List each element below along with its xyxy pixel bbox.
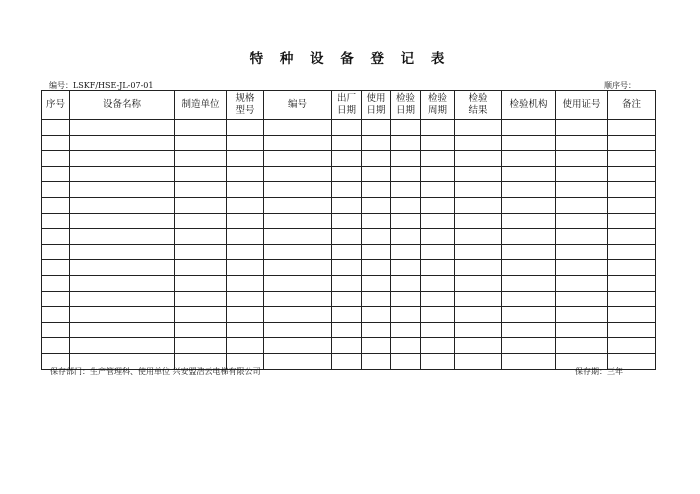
table-cell (391, 338, 421, 354)
column-header-spec-model (227, 91, 264, 120)
table-cell (556, 260, 608, 276)
column-header-label-line2: 周期 (427, 105, 447, 116)
table-cell (608, 275, 656, 291)
table-cell (455, 322, 502, 338)
table-cell (608, 291, 656, 307)
table-cell (42, 244, 70, 260)
table-cell (455, 213, 502, 229)
column-header-label: 制造单位 (181, 99, 220, 110)
table-cell (264, 291, 332, 307)
table-cell (227, 229, 264, 245)
table-cell (227, 120, 264, 136)
table-cell (332, 213, 362, 229)
table-cell (391, 260, 421, 276)
column-header-label: 检验机构 (509, 99, 548, 110)
table-cell (42, 197, 70, 213)
table-cell (391, 291, 421, 307)
table-cell (391, 151, 421, 167)
table-cell (455, 182, 502, 198)
table-cell (608, 166, 656, 182)
table-cell (264, 197, 332, 213)
table-cell (556, 135, 608, 151)
table-cell (421, 260, 455, 276)
table-cell (175, 291, 227, 307)
table-cell (42, 166, 70, 182)
table-cell (455, 260, 502, 276)
table-cell (42, 307, 70, 323)
table-cell (264, 322, 332, 338)
table-cell (502, 353, 556, 369)
table-cell (332, 229, 362, 245)
table-cell (455, 291, 502, 307)
table-cell (42, 182, 70, 198)
table-cell (421, 291, 455, 307)
table-cell (502, 275, 556, 291)
table-cell (70, 244, 175, 260)
table-cell (42, 322, 70, 338)
table-cell (502, 120, 556, 136)
table-cell (42, 120, 70, 136)
table-cell (455, 307, 502, 323)
table-cell (421, 151, 455, 167)
column-header-use-certificate (556, 91, 608, 120)
table-cell (70, 135, 175, 151)
table-cell (502, 229, 556, 245)
table-cell (391, 213, 421, 229)
table-cell (391, 166, 421, 182)
table-cell (264, 120, 332, 136)
table-cell (391, 322, 421, 338)
table-cell (42, 291, 70, 307)
table-cell (455, 151, 502, 167)
table-cell (556, 244, 608, 260)
table-cell (70, 197, 175, 213)
table-cell (421, 322, 455, 338)
table-cell (608, 260, 656, 276)
table-cell (264, 213, 332, 229)
table-cell (421, 338, 455, 354)
table-cell (227, 338, 264, 354)
table-cell (70, 213, 175, 229)
table-cell (556, 275, 608, 291)
column-header-label: 使用 (366, 93, 386, 104)
column-header-label: 检验 (468, 93, 488, 104)
table-cell (608, 338, 656, 354)
storage-department: 保存部门：生产管理科、使用单位 兴安盟浩云电梯有限公司 (50, 367, 261, 376)
table-header-row (42, 91, 656, 120)
table-cell (70, 229, 175, 245)
table-cell (42, 151, 70, 167)
table-cell (556, 166, 608, 182)
table-cell (332, 275, 362, 291)
table-cell (455, 197, 502, 213)
table-body (42, 120, 656, 370)
table-cell (362, 229, 391, 245)
table-cell (421, 353, 455, 369)
table-cell (421, 275, 455, 291)
table-cell (362, 135, 391, 151)
column-header-inspection-agency (502, 91, 556, 120)
document-title: 特 种 设 备 登 记 表 (249, 51, 451, 67)
table-cell (332, 151, 362, 167)
table-cell (227, 275, 264, 291)
column-header-label: 使用证号 (562, 99, 601, 110)
table-cell (362, 213, 391, 229)
table-cell (264, 135, 332, 151)
table-cell (608, 244, 656, 260)
retention-period: 保存期：三年 (575, 367, 623, 376)
table-cell (264, 275, 332, 291)
table-cell (362, 353, 391, 369)
table-cell (70, 260, 175, 276)
column-header-label-line2: 日期 (336, 105, 356, 116)
table-cell (421, 213, 455, 229)
table-cell (421, 229, 455, 245)
table-cell (264, 244, 332, 260)
table-cell (362, 307, 391, 323)
table-cell (421, 182, 455, 198)
table-cell (455, 338, 502, 354)
table-cell (175, 229, 227, 245)
table-cell (70, 166, 175, 182)
column-header-label-line2: 结果 (468, 105, 488, 116)
table-row (42, 151, 656, 167)
table-cell (455, 120, 502, 136)
table-cell (502, 260, 556, 276)
column-header-label: 规格 (235, 93, 255, 104)
table-cell (556, 182, 608, 198)
table-row (42, 260, 656, 276)
table-cell (502, 244, 556, 260)
table-cell (227, 322, 264, 338)
table-cell (502, 151, 556, 167)
equipment-register-table (41, 90, 656, 370)
table-cell (421, 135, 455, 151)
column-header-number (264, 91, 332, 120)
table-cell (70, 120, 175, 136)
table-row (42, 166, 656, 182)
table-cell (332, 307, 362, 323)
table-cell (362, 151, 391, 167)
table-cell (502, 166, 556, 182)
table-row (42, 182, 656, 198)
table-cell (227, 291, 264, 307)
column-header-label: 备注 (621, 99, 641, 110)
table-row (42, 229, 656, 245)
table-cell (332, 197, 362, 213)
table-cell (175, 338, 227, 354)
table-cell (502, 182, 556, 198)
column-header-manufacturer (175, 91, 227, 120)
table-cell (332, 244, 362, 260)
table-cell (42, 260, 70, 276)
column-header-index (42, 91, 70, 120)
column-header-remarks (608, 91, 656, 120)
table-cell (421, 307, 455, 323)
table-cell (502, 338, 556, 354)
table-cell (502, 135, 556, 151)
table-cell (556, 322, 608, 338)
column-header-label: 编号 (287, 99, 307, 110)
column-header-label: 出厂 (336, 93, 356, 104)
table-cell (70, 182, 175, 198)
table-cell (227, 182, 264, 198)
table-cell (70, 291, 175, 307)
table-cell (332, 166, 362, 182)
column-header-inspection-date (391, 91, 421, 120)
table-cell (175, 151, 227, 167)
table-cell (455, 135, 502, 151)
column-header-label: 设备名称 (102, 99, 141, 110)
table-cell (502, 197, 556, 213)
table-cell (175, 197, 227, 213)
table-cell (608, 307, 656, 323)
table-cell (608, 151, 656, 167)
table-cell (264, 229, 332, 245)
table-cell (264, 307, 332, 323)
table-cell (608, 182, 656, 198)
table-row (42, 307, 656, 323)
table-cell (227, 244, 264, 260)
table-cell (175, 260, 227, 276)
table-cell (362, 166, 391, 182)
table-cell (175, 120, 227, 136)
table-cell (70, 322, 175, 338)
column-header-label-line2: 型号 (235, 105, 255, 116)
table-cell (227, 151, 264, 167)
table-cell (175, 213, 227, 229)
column-header-label-line2: 日期 (395, 105, 415, 116)
table-row (42, 275, 656, 291)
table-cell (332, 182, 362, 198)
form-code: 编号：LSKF/HSE-JL-07-01 (49, 81, 154, 90)
column-header-inspection-result (455, 91, 502, 120)
table-cell (421, 244, 455, 260)
table-cell (42, 213, 70, 229)
table-cell (362, 182, 391, 198)
table-row (42, 291, 656, 307)
table-cell (362, 291, 391, 307)
table-row (42, 322, 656, 338)
table-cell (227, 307, 264, 323)
table-cell (556, 120, 608, 136)
column-header-label: 检验 (427, 93, 447, 104)
table-row (42, 213, 656, 229)
table-cell (391, 135, 421, 151)
table-cell (227, 197, 264, 213)
table-cell (556, 197, 608, 213)
table-cell (608, 229, 656, 245)
table-cell (42, 275, 70, 291)
table-cell (70, 151, 175, 167)
table-cell (175, 244, 227, 260)
table-cell (362, 275, 391, 291)
table-cell (332, 120, 362, 136)
table-row (42, 135, 656, 151)
table-cell (264, 182, 332, 198)
table-cell (175, 275, 227, 291)
column-header-inspection-cycle (421, 91, 455, 120)
table-cell (556, 151, 608, 167)
table-cell (264, 338, 332, 354)
table-cell (502, 307, 556, 323)
column-header-label-line2: 日期 (366, 105, 386, 116)
table-cell (264, 151, 332, 167)
table-cell (70, 275, 175, 291)
table-cell (556, 338, 608, 354)
table-cell (391, 197, 421, 213)
column-header-use-date (362, 91, 391, 120)
table-cell (264, 353, 332, 369)
column-header-equipment-name (70, 91, 175, 120)
table-cell (175, 135, 227, 151)
table-cell (175, 322, 227, 338)
table-cell (264, 166, 332, 182)
table-cell (608, 213, 656, 229)
table-cell (391, 275, 421, 291)
table-cell (362, 197, 391, 213)
table-cell (332, 291, 362, 307)
table-cell (556, 213, 608, 229)
column-header-label: 检验 (395, 93, 415, 104)
table-cell (362, 120, 391, 136)
table-cell (421, 120, 455, 136)
table-row (42, 120, 656, 136)
table-cell (332, 353, 362, 369)
table-cell (175, 166, 227, 182)
table-cell (556, 229, 608, 245)
table-cell (608, 322, 656, 338)
table-row (42, 244, 656, 260)
table-cell (175, 307, 227, 323)
table-cell (227, 135, 264, 151)
table-cell (264, 260, 332, 276)
sequence-number-label: 顺序号： (604, 81, 636, 90)
table-cell (362, 244, 391, 260)
table-cell (455, 166, 502, 182)
table-cell (608, 120, 656, 136)
table-cell (227, 260, 264, 276)
table-cell (227, 213, 264, 229)
table-cell (608, 197, 656, 213)
table-cell (42, 229, 70, 245)
table-cell (455, 275, 502, 291)
table-cell (42, 135, 70, 151)
table-cell (362, 322, 391, 338)
table-cell (421, 166, 455, 182)
table-cell (556, 307, 608, 323)
table-cell (175, 182, 227, 198)
table-cell (455, 229, 502, 245)
table-row (42, 338, 656, 354)
table-cell (391, 353, 421, 369)
table-cell (391, 307, 421, 323)
table-cell (556, 291, 608, 307)
table-cell (502, 291, 556, 307)
table-cell (70, 338, 175, 354)
table-cell (391, 182, 421, 198)
table-cell (332, 135, 362, 151)
column-header-factory-date (332, 91, 362, 120)
table-cell (502, 322, 556, 338)
table-cell (70, 307, 175, 323)
table-cell (42, 338, 70, 354)
table-cell (502, 213, 556, 229)
column-header-label: 序号 (45, 99, 65, 110)
table-cell (332, 338, 362, 354)
table-cell (391, 244, 421, 260)
table-cell (608, 135, 656, 151)
table-cell (421, 197, 455, 213)
table-row (42, 197, 656, 213)
table-cell (227, 166, 264, 182)
table-cell (391, 229, 421, 245)
table-cell (332, 322, 362, 338)
table-cell (362, 338, 391, 354)
table-cell (391, 120, 421, 136)
table-cell (455, 244, 502, 260)
table-cell (455, 353, 502, 369)
table-cell (362, 260, 391, 276)
table-cell (332, 260, 362, 276)
